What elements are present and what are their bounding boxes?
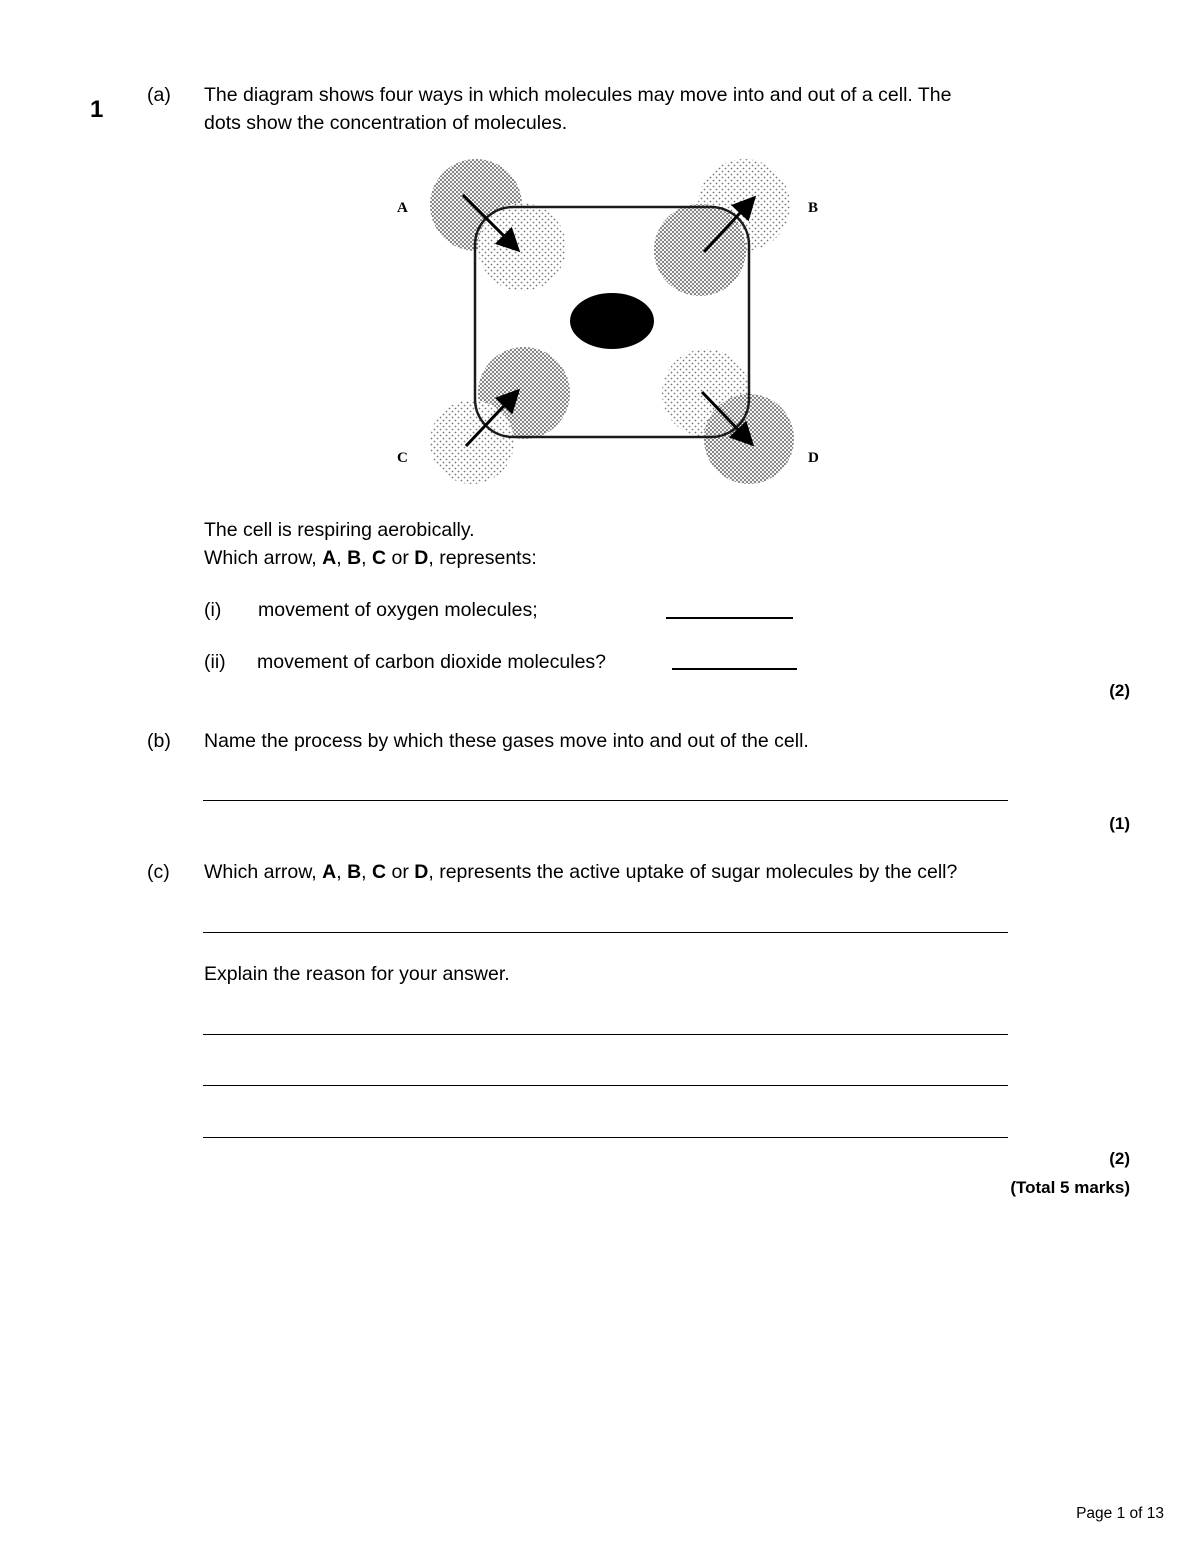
part-a-prompt	[204, 544, 537, 572]
option-b: B	[347, 861, 362, 883]
part-a-label: (a)	[147, 84, 171, 106]
nucleus	[570, 293, 654, 349]
marks-part-a: (2)	[1109, 681, 1130, 700]
answer-line-explain-3[interactable]	[203, 1137, 1008, 1138]
prompt-sep: ,	[361, 861, 372, 883]
conc-circle-b-inside	[654, 204, 746, 296]
option-a: A	[322, 547, 337, 569]
sub-i-label: (i)	[204, 599, 222, 621]
answer-line-carbon-dioxide[interactable]	[672, 668, 797, 670]
prompt-post: , represents the active uptake of sugar molecules by the cell?	[428, 861, 958, 883]
answer-line-part-c[interactable]	[203, 932, 1008, 933]
part-a-intro-line2: dots show the concentration of molecules.	[204, 112, 568, 134]
explain-prompt: Explain the reason for your answer.	[204, 963, 510, 985]
option-c: C	[372, 547, 387, 569]
answer-line-explain-1[interactable]	[203, 1034, 1008, 1035]
cell-diagram	[388, 155, 828, 490]
prompt-pre: Which arrow,	[204, 547, 323, 569]
diagram-label-d: D	[808, 450, 819, 466]
total-marks: (Total 5 marks)	[1010, 1178, 1130, 1197]
respiring-statement: The cell is respiring aerobically.	[204, 519, 475, 541]
diagram-label-c: C	[397, 450, 408, 466]
conc-circle-a-inside	[478, 203, 566, 291]
conc-circle-c-outside	[430, 400, 514, 484]
prompt-sep: ,	[336, 547, 348, 569]
option-b: B	[347, 547, 362, 569]
option-d: D	[414, 861, 429, 883]
option-d: D	[414, 547, 429, 569]
sub-ii-label: (ii)	[204, 651, 226, 673]
answer-line-explain-2[interactable]	[203, 1085, 1008, 1086]
diagram-label-b: B	[808, 200, 819, 216]
sub-ii-text: movement of carbon dioxide molecules?	[257, 651, 607, 673]
part-c-label: (c)	[147, 861, 170, 883]
marks-part-c: (2)	[1109, 1149, 1130, 1168]
prompt-pre: Which arrow,	[204, 861, 323, 883]
question-number: 1	[90, 96, 104, 123]
prompt-or: or	[386, 861, 415, 883]
prompt-sep: ,	[336, 861, 348, 883]
answer-line-oxygen[interactable]	[666, 617, 793, 619]
part-c-prompt	[204, 858, 957, 886]
page-number: Page 1 of 13	[1076, 1505, 1164, 1522]
prompt-post: , represents:	[428, 547, 537, 569]
part-a-intro-line1: The diagram shows four ways in which molecules may move into and out of a cell. The	[204, 84, 952, 106]
option-a: A	[322, 861, 337, 883]
part-b-text: Name the process by which these gases move into and out of the cell.	[204, 730, 809, 752]
part-b-label: (b)	[147, 730, 171, 752]
answer-line-part-b[interactable]	[203, 800, 1008, 801]
diagram-label-a: A	[397, 200, 408, 216]
sub-i-text: movement of oxygen molecules;	[258, 599, 538, 621]
prompt-or: or	[386, 547, 415, 569]
option-c: C	[372, 861, 387, 883]
prompt-sep: ,	[361, 547, 372, 569]
marks-part-b: (1)	[1109, 814, 1130, 833]
